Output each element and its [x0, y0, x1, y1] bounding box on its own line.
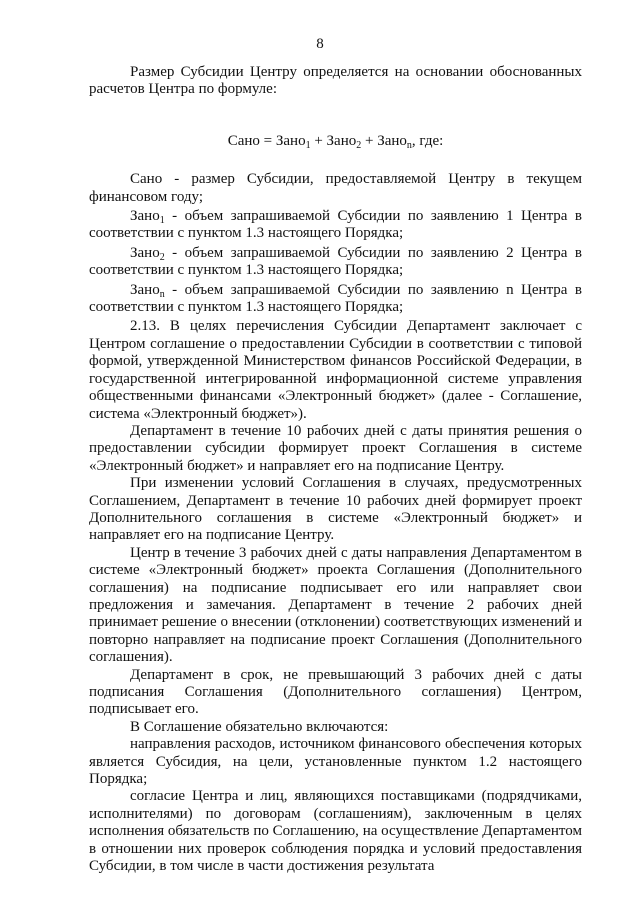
- formula-tail: , где:: [411, 132, 444, 149]
- formula-lhs: Сано: [227, 132, 260, 149]
- formula-term-n-sub: n: [406, 139, 412, 151]
- paragraph-expense-directions: направления расходов, источником финансового обеспечения которых является Субсидия, на цели, установленные пунктом 1.2 настоящего Порядка;: [89, 736, 582, 788]
- paragraph-agreement-changes: При изменении условий Соглашения в случаях, предусмотренных Соглашением, Департамент в течение 10 рабочих дней формирует проект Дополнительного соглашения в системе «Электронный бюджет» и направляет его на подписание Центру.: [89, 475, 582, 544]
- paragraph-agreement-drafting: Департамент в течение 10 рабочих дней с даты принятия решения о предоставлении субсидии формирует проект Соглашения в системе «Электронный бюджет» и направляет его на подписание Центру.: [89, 422, 582, 474]
- formula-plus-2: +: [361, 132, 378, 149]
- definition-subscript: 2: [159, 251, 165, 263]
- definition-text: - объем запрашиваемой Субсидии по заявлению 2 Центра в соответствии с пунктом 1.3 настоящего Порядка;: [89, 244, 582, 279]
- page-number: 8: [316, 36, 324, 52]
- definition-sano: [89, 171, 582, 206]
- formula-term-1-sub: 1: [305, 139, 311, 151]
- formula-term-n: Зано: [377, 132, 407, 149]
- formula-equals: =: [259, 132, 276, 149]
- paragraph-department-signing: Департамент в срок, не превышающий 3 рабочих дней с даты подписания Соглашения (Дополнительного соглашения) Центром, подписывает его.: [89, 666, 582, 718]
- definition-text: - объем запрашиваемой Субсидии по заявлению 1 Центра в соответствии с пунктом 1.3 настоящего Порядка;: [89, 208, 582, 242]
- formula-plus-1: +: [310, 132, 327, 149]
- paragraph-mandatory-terms: В Соглашение обязательно включаются:: [130, 718, 389, 735]
- paragraph-center-signing: Центр в течение 3 рабочих дней с даты направления Департаментом в системе «Электронный бюджет» проекта Соглашения (Дополнительного соглашения) на подписание подписывает его или направляет свои предложения и замечания. Департамент в течение 2 рабочих дней принимает решение о внесении (отклонении) соответствующих изменений и повторно направляет на подписание проект Соглашения (Дополнительного соглашения).: [89, 544, 582, 666]
- definition-symbol: Зано: [130, 281, 160, 298]
- definition-zano-n: [89, 282, 582, 317]
- subsidy-formula: [89, 133, 582, 150]
- definition-zano-2: [89, 245, 582, 280]
- definition-zano-1: [89, 208, 582, 243]
- definition-symbol: Зано: [130, 244, 160, 261]
- document-body: [89, 64, 582, 875]
- paragraph-consent-inspections: согласие Центра и лиц, являющихся поставщиками (подрядчиками, исполнителями) по договорам (соглашениям), заключенным в целях исполнения обязательств по Соглашению, на осуществление Департаментом в отношении них проверок соблюдения порядка и условий предоставления Субсидии, в том числе в части достижения результата: [89, 788, 582, 875]
- definition-symbol: Зано: [130, 208, 160, 225]
- definition-text: - объем запрашиваемой Субсидии по заявлению n Центра в соответствии с пунктом 1.3 настоящего Порядка;: [89, 281, 582, 316]
- definition-text: - размер Субсидии, предоставляемой Центру в текущем финансовом году;: [89, 171, 582, 205]
- formula-term-1: Зано: [275, 132, 306, 149]
- formula-term-2: Зано: [326, 132, 357, 149]
- definition-subscript: n: [159, 288, 165, 300]
- definition-symbol: Сано: [130, 171, 163, 188]
- intro-paragraph: Размер Субсидии Центру определяется на основании обоснованных расчетов Центра по формуле:: [89, 64, 582, 98]
- paragraph-2-13: 2.13. В целях перечисления Субсидии Департамент заключает с Центром соглашение о предоставлении Субсидии в соответствии с типовой формой, утвержденной Министерством финансов Российской Федерации, в государственной интегрированной информационной системе управления общественными финансами «Электронный бюджет» (далее - Соглашение, система «Электронный бюджет»).: [89, 318, 582, 422]
- formula-term-2-sub: 2: [356, 139, 362, 151]
- definition-subscript: 1: [159, 215, 165, 227]
